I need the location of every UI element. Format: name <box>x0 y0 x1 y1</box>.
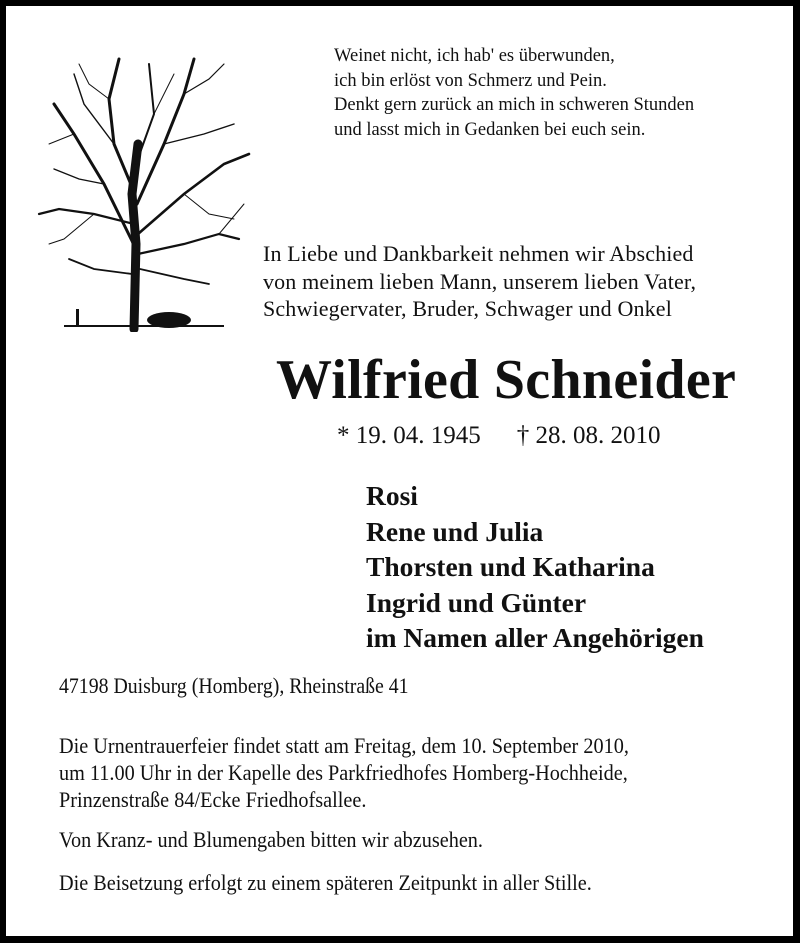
service-line: Prinzenstraße 84/Ecke Friedhofsallee. <box>59 787 367 812</box>
flowers-note: Von Kranz- und Blumengaben bitten wir abzusehen. <box>59 827 484 852</box>
mourner: Rosi <box>366 480 418 511</box>
service-line: um 11.00 Uhr in der Kapelle des Parkfriedhofes Homberg-Hochheide, <box>59 760 628 785</box>
birth-date: * 19. 04. 1945 <box>337 422 481 449</box>
farewell-intro <box>263 240 696 323</box>
intro-line: Schwiegervater, Bruder, Schwager und Onkel <box>263 296 672 321</box>
deceased-name: Wilfried Schneider <box>276 349 737 411</box>
poem-line: und lasst mich in Gedanken bei euch sein. <box>334 119 646 140</box>
life-dates <box>337 420 661 452</box>
bare-tree-icon <box>34 44 256 332</box>
poem-line: Weinet nicht, ich hab' es überwunden, <box>334 46 615 66</box>
mourner: Thorsten und Katharina <box>366 551 655 582</box>
poem-line: ich bin erlöst von Schmerz und Pein. <box>334 70 607 91</box>
burial-note: Die Beisetzung erfolgt zu einem späteren Zeitpunkt in aller Stille. <box>59 870 592 895</box>
intro-line: In Liebe und Dankbarkeit nehmen wir Abschied <box>263 241 694 266</box>
mourner: Rene und Julia <box>366 515 544 547</box>
mourners-list <box>366 478 704 656</box>
address: 47198 Duisburg (Homberg), Rheinstraße 41 <box>59 673 409 698</box>
death-date: † 28. 08. 2010 <box>516 422 661 449</box>
poem-line: Denkt gern zurück an mich in schweren Stunden <box>334 95 695 115</box>
intro-line: von meinem lieben Mann, unserem lieben Vater, <box>263 268 697 294</box>
mourner: Ingrid und Günter <box>366 586 587 618</box>
service-info <box>59 732 629 813</box>
poem <box>334 44 694 142</box>
obituary-notice <box>6 6 793 936</box>
service-line: Die Urnentrauerfeier findet statt am Freitag, dem 10. September 2010, <box>59 733 629 758</box>
mourner: im Namen aller Angehörigen <box>366 622 704 653</box>
